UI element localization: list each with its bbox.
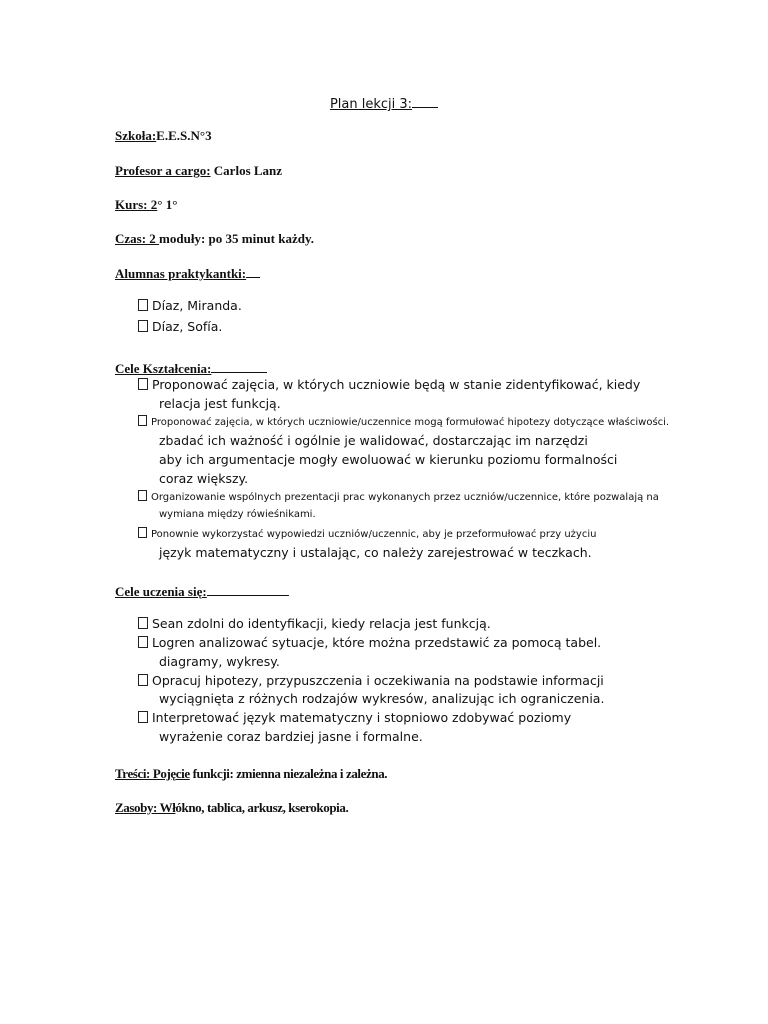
education-goals-label: Cele Kształcenia: (115, 361, 212, 376)
title-text: Plan lekcji 3: (329, 97, 413, 112)
education-goal-line: relacja jest funkcją. (159, 396, 281, 411)
education-goal-line: zbadać ich ważność i ogólnie je walidować, dostarczając im narzędzi (159, 433, 588, 448)
learning-goal-line: Logren analizować sytuacje, które można przedstawić za pomocą tabel. (138, 635, 601, 650)
teacher-line (115, 163, 282, 179)
school-line (115, 128, 212, 144)
education-goal-line: wymiana między rówieśnikami. (159, 509, 316, 520)
intern-item: Díaz, Miranda. (138, 298, 242, 313)
time-label: Czas: 2 (115, 231, 160, 246)
checkbox-bullet-icon (138, 636, 148, 648)
education-goal-line: Proponować zajęcia, w których uczniowie/uczennice mogą formułować hipotezy dotyczące właściwości. (138, 415, 669, 428)
education-goal-line: Ponownie wykorzystać wypowiedzi uczniów/uczennic, aby je przeformułować przy użyciu (138, 527, 596, 540)
learning-goal-line: wyrażenie coraz bardziej jasne i formalne. (159, 729, 423, 744)
resources-value: ókno, tablica, arkusz, kserokopia. (175, 800, 349, 815)
education-goal-line: Organizowanie wspólnych prezentacji prac wykonanych przez uczniów/uczennice, które pozwalają na (138, 490, 659, 503)
checkbox-bullet-icon (138, 617, 148, 629)
learning-goal-line: wyciągnięta z różnych rodzajów wykresów, analizując ich ograniczenia. (159, 691, 605, 706)
time-line (115, 231, 314, 247)
checkbox-bullet-icon (138, 320, 148, 332)
checkbox-bullet-icon (138, 711, 148, 723)
checkbox-bullet-icon (138, 415, 147, 426)
learning-goal-line: diagramy, wykresy. (159, 654, 280, 669)
learning-goal-line: Interpretować język matematyczny i stopniowo zdobywać poziomy (138, 710, 571, 725)
checkbox-bullet-icon (138, 674, 148, 686)
document-title (0, 96, 768, 112)
checkbox-bullet-icon (138, 378, 148, 390)
time-value: moduły: po 35 minut każdy. (159, 231, 314, 246)
learning-goals-underline (207, 583, 289, 596)
checkbox-bullet-icon (138, 527, 147, 538)
contents-value: funkcji: zmienna niezależna i zależna. (189, 766, 388, 781)
title-blank (412, 96, 438, 108)
learning-goal-line: Sean zdolni do identyfikacji, kiedy relacja jest funkcją. (138, 616, 491, 631)
school-label: Szkoła: (115, 128, 157, 143)
education-goals-underline (211, 360, 267, 373)
teacher-value: Carlos Lanz (210, 163, 283, 178)
education-goals-heading (115, 360, 267, 377)
interns-heading (115, 265, 260, 282)
course-label: Kurs: 2 (115, 197, 158, 212)
contents-line (115, 766, 387, 782)
learning-goals-label: Cele uczenia się: (115, 584, 207, 599)
learning-goals-heading (115, 583, 289, 600)
intern-item: Díaz, Sofía. (138, 319, 222, 334)
course-value: ° 1° (157, 197, 178, 212)
education-goal-line: język matematyczny i ustalając, co należy zarejestrować w teczkach. (159, 545, 592, 560)
education-goal-line: coraz większy. (159, 471, 249, 486)
interns-underline (246, 265, 260, 278)
learning-goal-line: Opracuj hipotezy, przypuszczenia i oczekiwania na podstawie informacji (138, 673, 604, 688)
resources-label: Zasoby: Wł (115, 800, 176, 815)
education-goal-line: aby ich argumentacje mogły ewoluować w kierunku poziomu formalności (159, 452, 618, 467)
interns-label: Alumnas praktykantki: (115, 266, 247, 281)
resources-line (115, 800, 348, 816)
checkbox-bullet-icon (138, 490, 147, 501)
contents-label: Treści: Pojęcie (115, 766, 190, 781)
course-line (115, 197, 177, 213)
teacher-label: Profesor a cargo: (115, 163, 211, 178)
school-value: E.E.S.N°3 (156, 128, 212, 143)
education-goal-line: Proponować zajęcia, w których uczniowie będą w stanie zidentyfikować, kiedy (138, 377, 640, 392)
checkbox-bullet-icon (138, 299, 148, 311)
